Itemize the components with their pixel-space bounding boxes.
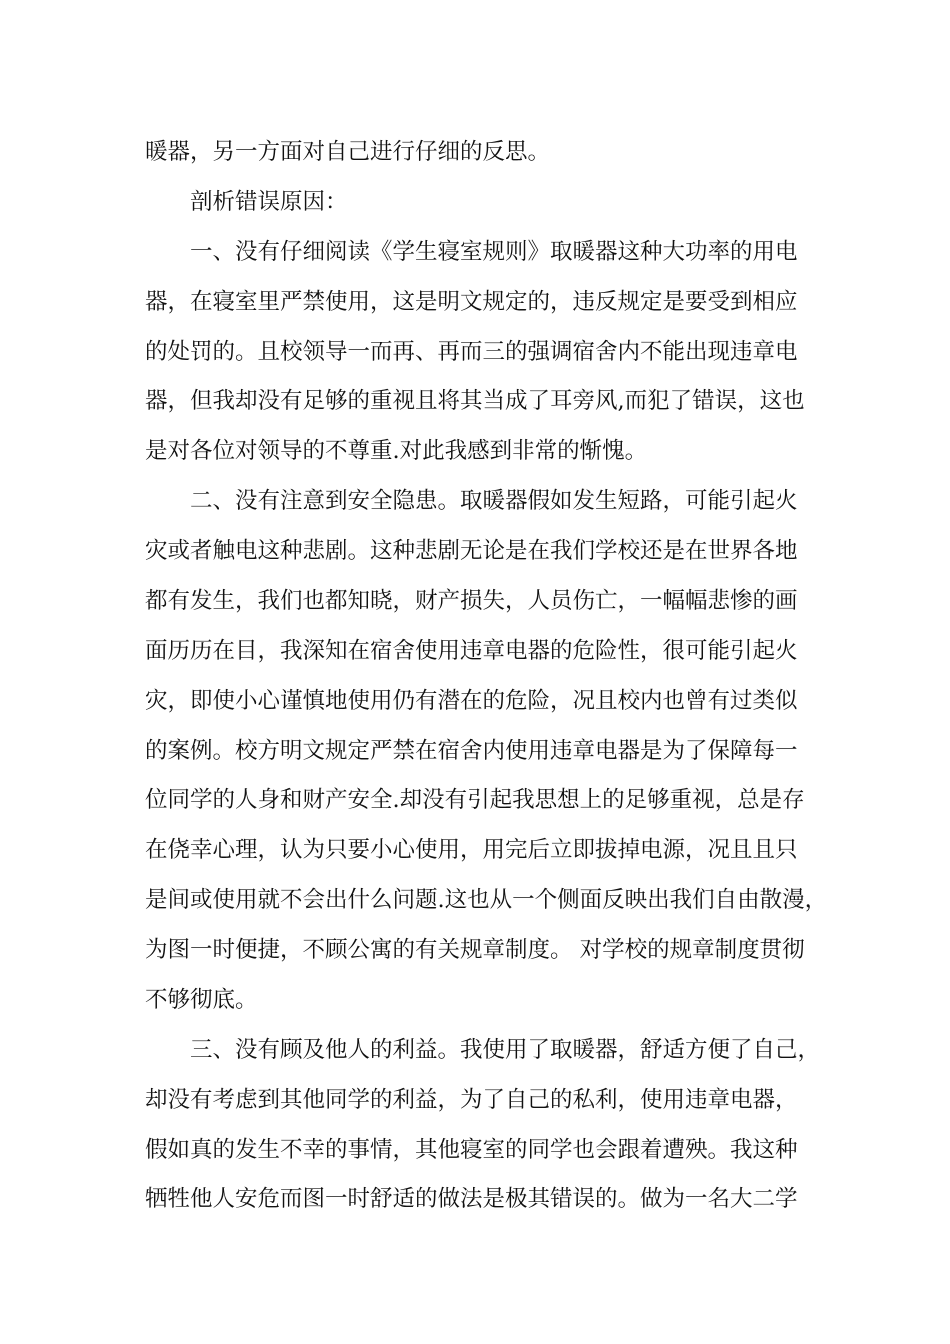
text-line: 暖器，另一方面对自己进行仔细的反思。 <box>145 139 551 165</box>
section-heading: 剖析错误原因： <box>190 189 348 215</box>
text-line: 三、没有顾及他人的利益。我使用了取暖器，舒适方便了自己， <box>190 1037 821 1063</box>
text-line: 牺牲他人安危而图一时舒适的做法是极其错误的。做为一名大二学 <box>145 1186 798 1212</box>
text-line: 不够彻底。 <box>145 987 258 1013</box>
text-line: 在侥幸心理，认为只要小心使用，用完后立即拔掉电源，况且且只 <box>145 837 798 863</box>
text-line: 器，但我却没有足够的重视且将其当成了耳旁风,而犯了错误，这也 <box>145 388 805 414</box>
text-line: 器，在寝室里严禁使用，这是明文规定的，违反规定是要受到相应 <box>145 289 798 315</box>
text-line: 的处罚的。且校领导一而再、再而三的强调宿舍内不能出现违章电 <box>145 339 798 365</box>
text-line: 灾，即使小心谨慎地使用仍有潜在的危险，况且校内也曾有过类似 <box>145 688 798 714</box>
text-line: 假如真的发生不幸的事情，其他寝室的同学也会跟着遭殃。我这种 <box>145 1137 798 1163</box>
text-line: 是对各位对领导的不尊重.对此我感到非常的惭愧。 <box>145 438 648 464</box>
text-line: 为图一时便捷，不顾公寓的有关规章制度。 对学校的规章制度贯彻 <box>145 937 805 963</box>
text-line: 一、没有仔细阅读《学生寝室规则》取暖器这种大功率的用电 <box>190 239 798 265</box>
text-line: 二、没有注意到安全隐患。取暖器假如发生短路，可能引起火 <box>190 488 798 514</box>
text-line: 面历历在目，我深知在宿舍使用违章电器的危险性，很可能引起火 <box>145 638 798 664</box>
text-line: 的案例。校方明文规定严禁在宿舍内使用违章电器是为了保障每一 <box>145 738 798 764</box>
text-line: 却没有考虑到其他同学的利益，为了自己的私利，使用违章电器， <box>145 1087 798 1113</box>
text-line: 灾或者触电这种悲剧。这种悲剧无论是在我们学校还是在世界各地 <box>145 538 798 564</box>
text-line: 位同学的人身和财产安全.却没有引起我思想上的足够重视，总是存 <box>145 787 805 813</box>
text-line: 是间或使用就不会出什么问题.这也从一个侧面反映出我们自由散漫， <box>145 887 828 913</box>
text-line: 都有发生，我们也都知晓，财产损失，人员伤亡，一幅幅悲惨的画 <box>145 588 798 614</box>
